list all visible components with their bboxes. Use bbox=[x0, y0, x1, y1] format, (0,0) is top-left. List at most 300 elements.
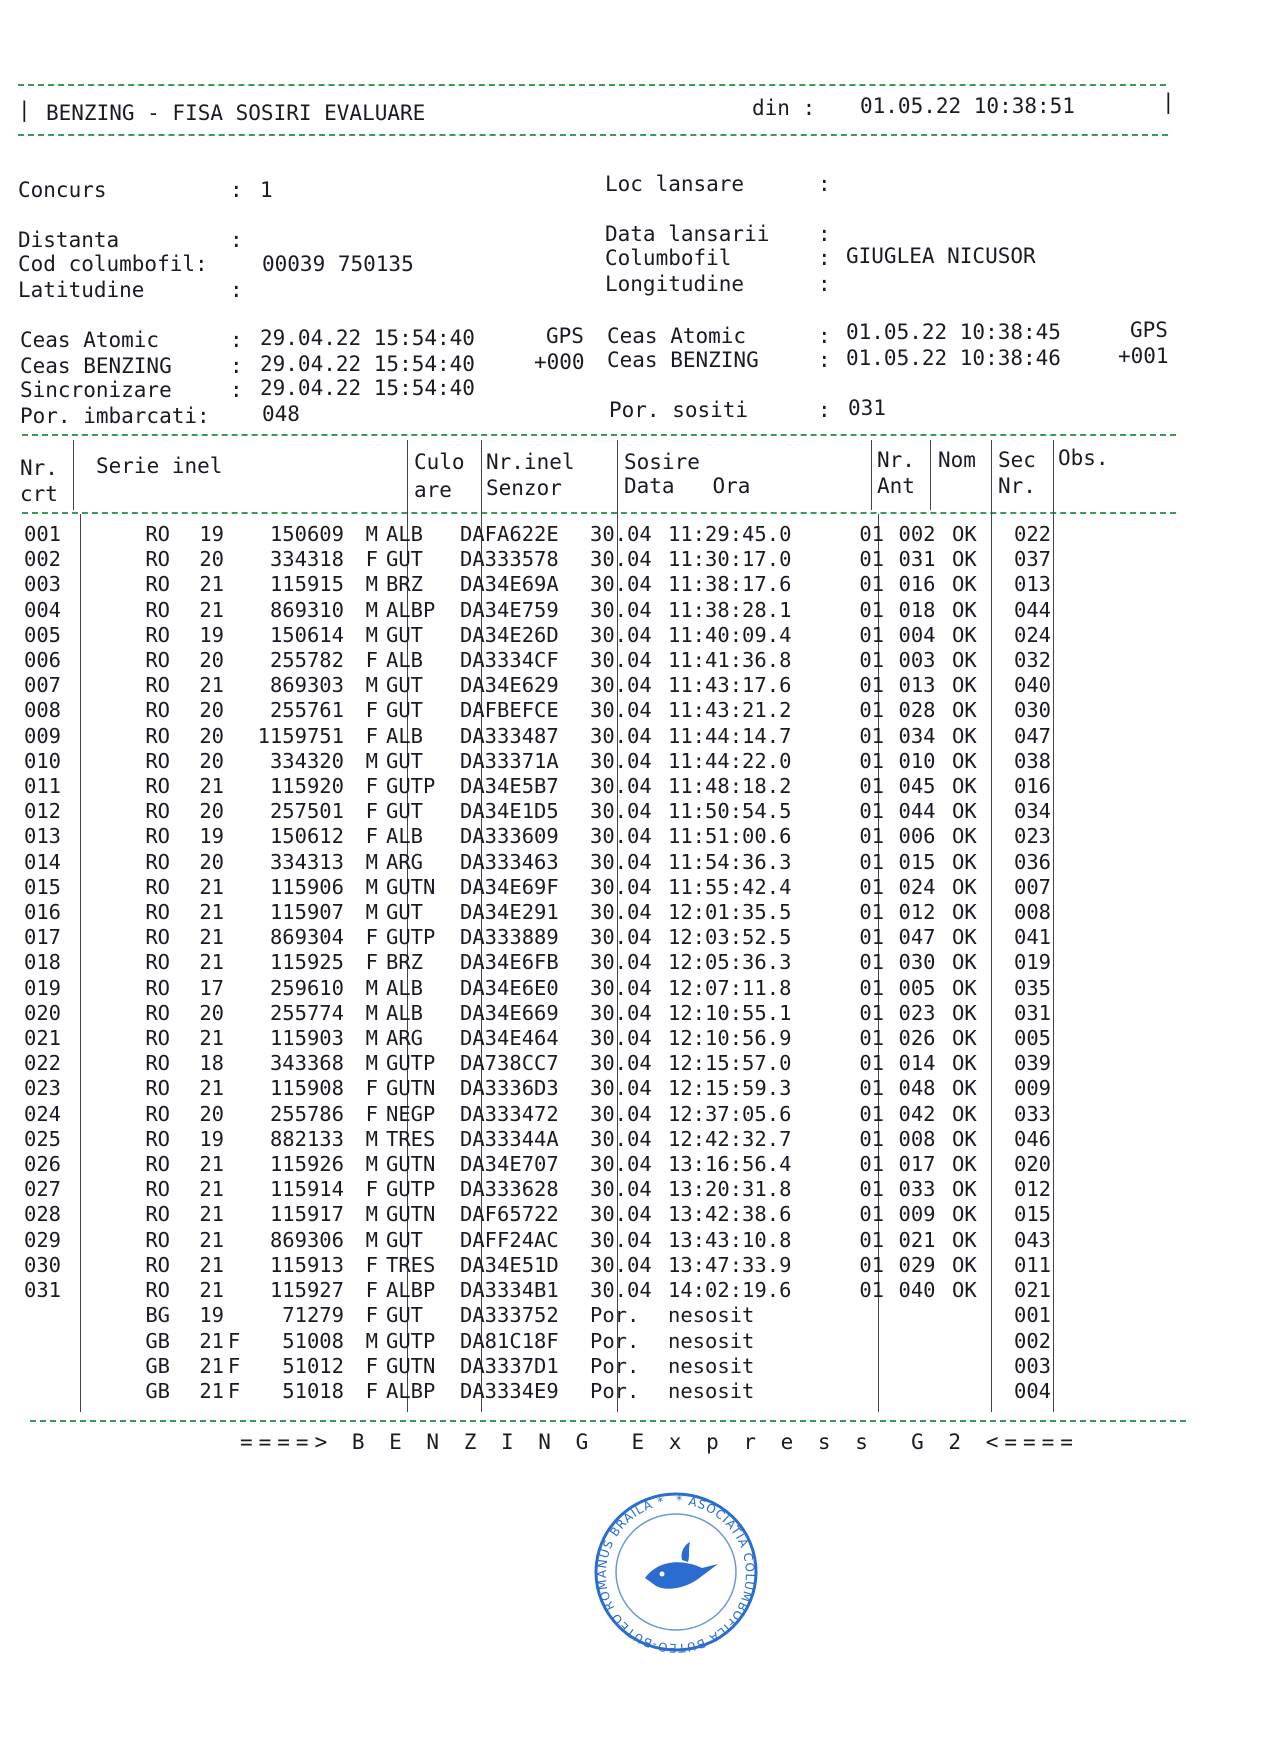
obs-value: 024 bbox=[1014, 622, 1052, 647]
pigeon-color: GUT bbox=[386, 673, 424, 698]
obs-value: 039 bbox=[1014, 1051, 1052, 1076]
sec-status: OK bbox=[952, 622, 977, 647]
pigeon-sex: M bbox=[365, 597, 378, 622]
ant-nr: 01 bbox=[859, 925, 884, 950]
obs-value: 012 bbox=[1014, 1177, 1052, 1202]
arrival-date: 30.04 bbox=[590, 900, 652, 925]
ring-country: GB bbox=[145, 1353, 170, 1378]
ring-number: 869304 bbox=[269, 925, 344, 950]
ring-prefix bbox=[224, 1278, 244, 1303]
table-row bbox=[20, 950, 1074, 975]
stamp-bird-icon bbox=[645, 1542, 718, 1589]
pigeon-sex: M bbox=[365, 900, 378, 925]
sec-status bbox=[944, 1379, 1008, 1404]
ant-nr bbox=[828, 1303, 890, 1328]
sincronizare-colon: : bbox=[230, 378, 243, 402]
ring-year: 21 bbox=[199, 1227, 224, 1252]
table-row bbox=[20, 1278, 1074, 1303]
arrival-time: 11:44:22.0 bbox=[668, 748, 792, 773]
ant-nr: 01 bbox=[859, 547, 884, 572]
pigeon-sex: F bbox=[365, 1076, 378, 1101]
table-row bbox=[20, 1001, 1074, 1026]
nom-nr: 006 bbox=[898, 824, 936, 849]
row-nr: 014 bbox=[24, 849, 62, 874]
nom-nr: 034 bbox=[898, 723, 936, 748]
concurs-colon: : bbox=[230, 178, 243, 202]
pigeon-color: GUTP bbox=[386, 1177, 436, 1202]
nom-nr: 003 bbox=[898, 648, 936, 673]
arrival-date: 30.04 bbox=[590, 799, 652, 824]
ring-number: 51008 bbox=[282, 1328, 344, 1353]
nom-nr: 021 bbox=[898, 1227, 936, 1252]
pigeon-color: ALB bbox=[386, 975, 424, 1000]
sensor-ring: DA34E629 bbox=[460, 673, 559, 698]
table-row bbox=[20, 1303, 1074, 1328]
pigeon-sex: M bbox=[365, 1328, 378, 1353]
arrival-time: 11:43:17.6 bbox=[668, 673, 792, 698]
col-ant-line2: Ant bbox=[877, 474, 915, 498]
sensor-ring: DA33371A bbox=[460, 748, 559, 773]
ring-prefix: F bbox=[227, 1378, 241, 1403]
sensor-ring: DA34E759 bbox=[460, 597, 559, 622]
ring-country: RO bbox=[145, 900, 170, 925]
ring-prefix bbox=[224, 1228, 244, 1253]
ring-country: RO bbox=[145, 1000, 170, 1025]
ring-prefix bbox=[224, 598, 244, 623]
row-nr: 022 bbox=[24, 1051, 62, 1076]
arrival-date: 30.04 bbox=[590, 1000, 652, 1025]
ring-year: 20 bbox=[199, 799, 224, 824]
pigeon-sex: F bbox=[365, 799, 378, 824]
obs-value: 020 bbox=[1014, 1152, 1052, 1177]
sec-status: OK bbox=[952, 572, 977, 597]
ring-prefix bbox=[224, 1303, 244, 1328]
nom-nr: 029 bbox=[898, 1252, 936, 1277]
obs-value: 013 bbox=[1014, 572, 1052, 597]
ant-nr: 01 bbox=[859, 950, 884, 975]
ceas-atomic-left-label: Ceas Atomic bbox=[20, 328, 160, 352]
pigeon-color: GUT bbox=[386, 900, 424, 925]
pigeon-sex: M bbox=[365, 975, 378, 1000]
sensor-ring: DA34E707 bbox=[460, 1152, 559, 1177]
sec-status: OK bbox=[952, 698, 977, 723]
vsep-nr bbox=[73, 440, 74, 510]
sec-status: OK bbox=[952, 1026, 977, 1051]
ring-country: GB bbox=[145, 1328, 170, 1353]
arrival-time: 11:30:17.0 bbox=[668, 547, 792, 572]
pigeon-sex: M bbox=[365, 874, 378, 899]
table-row bbox=[20, 1202, 1074, 1227]
arrival-date: 30.04 bbox=[590, 547, 652, 572]
sensor-ring: DAFA622E bbox=[460, 522, 559, 546]
pigeon-color: GUTN bbox=[386, 1353, 436, 1378]
ring-year: 21 bbox=[199, 572, 224, 597]
ring-country: RO bbox=[145, 572, 170, 597]
association-stamp bbox=[590, 1488, 762, 1656]
ant-nr: 01 bbox=[859, 1126, 884, 1151]
obs-value: 032 bbox=[1014, 648, 1052, 673]
row-nr: 020 bbox=[24, 1000, 62, 1025]
ring-prefix bbox=[224, 900, 244, 925]
obs-value: 023 bbox=[1014, 824, 1052, 849]
sensor-ring: DA34E26D bbox=[460, 622, 559, 647]
obs-value: 001 bbox=[1014, 1303, 1052, 1328]
obs-value: 033 bbox=[1014, 1101, 1052, 1126]
arrival-date: 30.04 bbox=[590, 1126, 652, 1151]
ring-country: RO bbox=[145, 597, 170, 622]
row-nr bbox=[20, 1354, 90, 1379]
pigeon-sex: M bbox=[365, 1026, 378, 1051]
ring-year: 21 bbox=[199, 1278, 224, 1303]
pigeon-color: ALB bbox=[386, 1000, 424, 1025]
nom-nr bbox=[890, 1379, 944, 1404]
ring-country: RO bbox=[145, 648, 170, 673]
arrival-time: 11:54:36.3 bbox=[668, 849, 792, 874]
stamp-ring-text: * ASOCIATIA COLUMBOFILA BUTEO-BUTEO ROMANUS BRAILA * bbox=[594, 1492, 758, 1656]
pigeon-color: GUT bbox=[386, 799, 424, 824]
ring-number: 334320 bbox=[269, 748, 344, 773]
sensor-ring: DAFF24AC bbox=[460, 1227, 559, 1252]
ring-country: RO bbox=[145, 1278, 170, 1303]
sensor-ring: DA333752 bbox=[460, 1303, 559, 1328]
sensor-ring: DA333472 bbox=[460, 1101, 559, 1126]
table-row bbox=[20, 673, 1074, 698]
ring-year: 21 bbox=[199, 597, 224, 622]
pigeon-sex: M bbox=[365, 673, 378, 698]
arrival-date: 30.04 bbox=[590, 748, 652, 773]
nom-nr: 033 bbox=[898, 1177, 936, 1202]
latitudine-colon: : bbox=[230, 278, 243, 302]
nom-nr: 016 bbox=[898, 572, 936, 597]
sec-status: OK bbox=[952, 723, 977, 748]
ant-nr: 01 bbox=[859, 1152, 884, 1177]
table-row bbox=[20, 1228, 1074, 1253]
ring-number: 257501 bbox=[269, 799, 344, 824]
nom-nr: 042 bbox=[898, 1101, 936, 1126]
pigeon-color: GUTN bbox=[386, 1076, 436, 1101]
header-right-pipe: | bbox=[1162, 90, 1175, 114]
row-nr: 001 bbox=[24, 522, 62, 546]
ceas-atomic-right-label: Ceas Atomic bbox=[607, 324, 747, 348]
arrival-time: 12:37:05.6 bbox=[668, 1101, 792, 1126]
data-lansarii-label: Data lansarii bbox=[605, 222, 770, 246]
header-din-label: din : bbox=[752, 96, 816, 120]
ring-country: RO bbox=[145, 1202, 170, 1227]
arrival-date: 30.04 bbox=[590, 874, 652, 899]
sensor-ring: DA3337D1 bbox=[460, 1353, 559, 1378]
sec-status: OK bbox=[952, 1278, 977, 1303]
ring-year: 19 bbox=[199, 1303, 224, 1328]
sensor-ring: DA34E69A bbox=[460, 572, 559, 597]
cod-columbofil-value: 00039 750135 bbox=[262, 252, 414, 276]
ant-nr: 01 bbox=[859, 1227, 884, 1252]
ring-country: RO bbox=[145, 824, 170, 849]
ceas-benzing-right-value: 01.05.22 10:38:46 bbox=[846, 346, 1061, 370]
arrival-date: 30.04 bbox=[590, 1177, 652, 1202]
arrival-date: 30.04 bbox=[590, 774, 652, 799]
table-row bbox=[20, 1127, 1074, 1152]
obs-value: 044 bbox=[1014, 597, 1052, 622]
ring-prefix bbox=[224, 724, 244, 749]
pigeon-color: GUT bbox=[386, 622, 424, 647]
nom-nr: 026 bbox=[898, 1026, 936, 1051]
col-sosire-line1: Sosire bbox=[624, 450, 700, 474]
ring-number: 115913 bbox=[269, 1252, 344, 1277]
ring-country: RO bbox=[145, 975, 170, 1000]
pigeon-color: ARG bbox=[386, 1026, 424, 1051]
col-inel-line1: Nr.inel bbox=[486, 450, 575, 474]
concurs-value: 1 bbox=[260, 178, 273, 202]
ant-nr: 01 bbox=[859, 975, 884, 1000]
nom-nr: 017 bbox=[898, 1152, 936, 1177]
columbofil-colon: : bbox=[818, 246, 831, 270]
ring-year: 20 bbox=[199, 648, 224, 673]
table-top-border bbox=[22, 434, 1176, 436]
ring-number: 255761 bbox=[269, 698, 344, 723]
nom-nr bbox=[890, 1329, 944, 1354]
pigeon-color: ARG bbox=[386, 849, 424, 874]
ring-country: RO bbox=[145, 799, 170, 824]
obs-value: 038 bbox=[1014, 748, 1052, 773]
row-nr: 023 bbox=[24, 1076, 62, 1101]
arrival-date: 30.04 bbox=[590, 1026, 652, 1051]
ceas-benzing-left-suffix: +000 bbox=[534, 350, 585, 374]
pigeon-sex: F bbox=[365, 1252, 378, 1277]
ring-number: 343368 bbox=[269, 1051, 344, 1076]
ring-number: 150609 bbox=[269, 522, 344, 546]
obs-value: 002 bbox=[1014, 1328, 1052, 1353]
nom-nr: 004 bbox=[898, 622, 936, 647]
pigeon-color: TRES bbox=[386, 1252, 436, 1277]
table-header-separator bbox=[22, 512, 1176, 514]
header-top-border bbox=[18, 84, 1166, 86]
pigeon-sex: M bbox=[365, 622, 378, 647]
ring-number: 869310 bbox=[269, 597, 344, 622]
pigeon-sex: M bbox=[365, 522, 378, 546]
obs-value: 036 bbox=[1014, 849, 1052, 874]
row-nr: 010 bbox=[24, 748, 62, 773]
row-nr bbox=[20, 1303, 90, 1328]
arrival-time: 11:38:28.1 bbox=[668, 597, 792, 622]
arrival-time: 11:43:21.2 bbox=[668, 698, 792, 723]
ring-number: 115927 bbox=[269, 1278, 344, 1303]
arrival-time: 13:43:10.8 bbox=[668, 1227, 792, 1252]
nom-nr: 024 bbox=[898, 874, 936, 899]
ring-country: RO bbox=[145, 1152, 170, 1177]
table-row bbox=[20, 547, 1074, 572]
ant-nr: 01 bbox=[859, 1000, 884, 1025]
arrival-time: nesosit bbox=[668, 1328, 755, 1353]
arrival-date: 30.04 bbox=[590, 925, 652, 950]
sec-status bbox=[944, 1329, 1008, 1354]
pigeon-sex: F bbox=[365, 1378, 378, 1403]
ring-prefix bbox=[224, 1202, 244, 1227]
ring-prefix bbox=[224, 673, 244, 698]
ring-year: 18 bbox=[199, 1051, 224, 1076]
ceas-benzing-right-suffix: +001 bbox=[1118, 344, 1169, 368]
arrival-date: Por. bbox=[590, 1353, 640, 1378]
ring-year: 19 bbox=[199, 824, 224, 849]
ring-year: 21 bbox=[199, 950, 224, 975]
pigeon-color: GUTP bbox=[386, 1328, 436, 1353]
table-row bbox=[20, 900, 1074, 925]
ring-country: RO bbox=[145, 723, 170, 748]
ant-nr: 01 bbox=[859, 874, 884, 899]
obs-value: 005 bbox=[1014, 1026, 1052, 1051]
pigeon-color: GUT bbox=[386, 748, 424, 773]
table-row bbox=[20, 824, 1074, 849]
row-nr: 019 bbox=[24, 975, 62, 1000]
sensor-ring: DA3334CF bbox=[460, 648, 559, 673]
row-nr: 002 bbox=[24, 547, 62, 572]
row-nr: 025 bbox=[24, 1126, 62, 1151]
sensor-ring: DAF65722 bbox=[460, 1202, 559, 1227]
row-nr: 011 bbox=[24, 774, 62, 799]
obs-value: 034 bbox=[1014, 799, 1052, 824]
ring-country: RO bbox=[145, 698, 170, 723]
ring-year: 21 bbox=[199, 1353, 224, 1378]
ring-prefix bbox=[224, 950, 244, 975]
arrival-date: 30.04 bbox=[590, 1202, 652, 1227]
sec-status: OK bbox=[952, 1227, 977, 1252]
ring-prefix bbox=[224, 824, 244, 849]
arrival-time: 11:41:36.8 bbox=[668, 648, 792, 673]
col-sec-line1: Sec bbox=[998, 448, 1036, 472]
obs-value: 035 bbox=[1014, 975, 1052, 1000]
ring-number: 71279 bbox=[282, 1303, 344, 1328]
sensor-ring: DA34E6FB bbox=[460, 950, 559, 975]
sec-status: OK bbox=[952, 1126, 977, 1151]
ant-nr: 01 bbox=[859, 1026, 884, 1051]
arrival-time: 13:20:31.8 bbox=[668, 1177, 792, 1202]
ring-number: 115926 bbox=[269, 1152, 344, 1177]
nom-nr: 002 bbox=[898, 522, 936, 546]
pigeon-color: TRES bbox=[386, 1126, 436, 1151]
table-row bbox=[20, 1329, 1074, 1354]
pigeon-color: NEGP bbox=[386, 1101, 436, 1126]
ring-prefix bbox=[224, 1051, 244, 1076]
arrival-date: 30.04 bbox=[590, 1152, 652, 1177]
row-nr: 027 bbox=[24, 1177, 62, 1202]
row-nr: 004 bbox=[24, 597, 62, 622]
obs-value: 019 bbox=[1014, 950, 1052, 975]
pigeon-sex: F bbox=[365, 1303, 378, 1328]
sensor-ring: DA33344A bbox=[460, 1126, 559, 1151]
ring-number: 1159751 bbox=[257, 723, 344, 748]
table-row bbox=[20, 1152, 1074, 1177]
pigeon-color: BRZ bbox=[386, 572, 424, 597]
ring-prefix bbox=[224, 925, 244, 950]
ring-number: 115907 bbox=[269, 900, 344, 925]
nom-nr: 012 bbox=[898, 900, 936, 925]
ring-year: 21 bbox=[199, 1378, 224, 1403]
ant-nr: 01 bbox=[859, 799, 884, 824]
ant-nr: 01 bbox=[859, 1076, 884, 1101]
arrival-date: 30.04 bbox=[590, 950, 652, 975]
arrival-date: 30.04 bbox=[590, 698, 652, 723]
ring-year: 19 bbox=[199, 622, 224, 647]
sec-status: OK bbox=[952, 1202, 977, 1227]
columbofil-label: Columbofil bbox=[605, 246, 732, 270]
ring-year: 20 bbox=[199, 1000, 224, 1025]
loc-lansare-label: Loc lansare bbox=[605, 172, 745, 196]
row-nr: 017 bbox=[24, 925, 62, 950]
table-row bbox=[20, 875, 1074, 900]
arrival-date: 30.04 bbox=[590, 1051, 652, 1076]
table-row bbox=[20, 598, 1074, 623]
arrival-time: 12:15:59.3 bbox=[668, 1076, 792, 1101]
arrival-date: 30.04 bbox=[590, 673, 652, 698]
pigeon-color: GUTP bbox=[386, 774, 436, 799]
sec-status: OK bbox=[952, 799, 977, 824]
arrival-time: 12:15:57.0 bbox=[668, 1051, 792, 1076]
nom-nr bbox=[890, 1354, 944, 1379]
sensor-ring: DA81C18F bbox=[460, 1328, 559, 1353]
ant-nr: 01 bbox=[859, 900, 884, 925]
sensor-ring: DA333463 bbox=[460, 849, 559, 874]
table-row bbox=[20, 724, 1074, 749]
pigeon-sex: M bbox=[365, 849, 378, 874]
distanta-colon: : bbox=[230, 228, 243, 252]
row-nr: 007 bbox=[24, 673, 62, 698]
pigeon-color: ALB bbox=[386, 522, 424, 546]
ring-year: 17 bbox=[199, 975, 224, 1000]
pigeon-color: GUT bbox=[386, 547, 424, 572]
header-left-pipe: | bbox=[18, 98, 31, 122]
ring-prefix bbox=[224, 875, 244, 900]
sensor-ring: DA34E464 bbox=[460, 1026, 559, 1051]
ring-year: 21 bbox=[199, 900, 224, 925]
report-title: BENZING - FISA SOSIRI EVALUARE bbox=[46, 101, 426, 125]
obs-value: 015 bbox=[1014, 1202, 1052, 1227]
row-nr bbox=[20, 1379, 90, 1404]
sensor-ring: DA3336D3 bbox=[460, 1076, 559, 1101]
row-nr: 015 bbox=[24, 874, 62, 899]
ring-prefix bbox=[224, 698, 244, 723]
ring-country: RO bbox=[145, 748, 170, 773]
row-nr: 026 bbox=[24, 1152, 62, 1177]
pigeon-sex: M bbox=[365, 1000, 378, 1025]
nom-nr: 023 bbox=[898, 1000, 936, 1025]
ring-prefix bbox=[224, 648, 244, 673]
ring-country: RO bbox=[145, 774, 170, 799]
ring-year: 21 bbox=[199, 874, 224, 899]
imbarcati-label: Por. imbarcati: bbox=[20, 404, 210, 428]
obs-value: 009 bbox=[1014, 1076, 1052, 1101]
pigeon-color: GUT bbox=[386, 1227, 424, 1252]
ring-number: 882133 bbox=[269, 1126, 344, 1151]
header-printed-at: 01.05.22 10:38:51 bbox=[860, 94, 1075, 118]
obs-value: 030 bbox=[1014, 698, 1052, 723]
ant-nr: 01 bbox=[859, 774, 884, 799]
sec-status: OK bbox=[952, 547, 977, 572]
ring-country: GB bbox=[145, 1378, 170, 1403]
arrival-date: Por. bbox=[590, 1303, 640, 1328]
sensor-ring: DA333889 bbox=[460, 925, 559, 950]
imbarcati-value: 048 bbox=[262, 402, 300, 426]
table-bottom-border bbox=[30, 1420, 1186, 1422]
ant-nr: 01 bbox=[859, 1252, 884, 1277]
ring-year: 20 bbox=[199, 748, 224, 773]
arrival-date: 30.04 bbox=[590, 1278, 652, 1303]
row-nr: 012 bbox=[24, 799, 62, 824]
ceas-atomic-left-colon: : bbox=[230, 328, 243, 352]
arrival-time: 13:47:33.9 bbox=[668, 1252, 792, 1277]
ant-nr: 01 bbox=[859, 572, 884, 597]
col-sosire-line2: Data Ora bbox=[624, 474, 751, 498]
ring-year: 19 bbox=[199, 1126, 224, 1151]
nom-nr: 040 bbox=[898, 1278, 936, 1303]
